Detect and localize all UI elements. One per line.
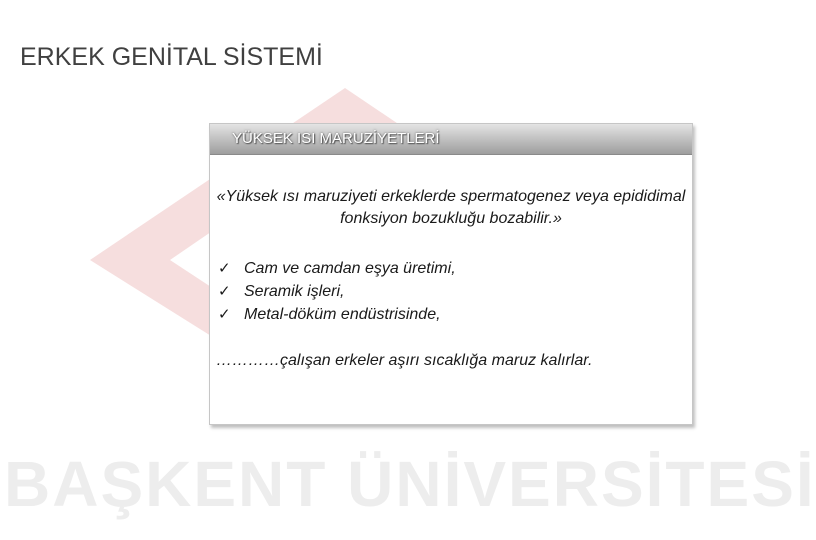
bullet-item [218, 280, 456, 303]
bullet-item [218, 257, 456, 280]
check-icon: ✓ [218, 283, 231, 300]
card-header-title: YÜKSEK ISI MARUZİYETLERİ [232, 130, 440, 147]
footer-text: …………çalışan erkeler aşırı sıcaklığa maruz kalırlar. [216, 352, 593, 369]
bullet-text: Seramik işleri, [244, 283, 345, 300]
check-icon: ✓ [218, 306, 231, 323]
content-card [209, 123, 693, 425]
watermark-text: BAŞKENT ÜNİVERSİTESİ [4, 448, 816, 520]
bullet-list [218, 257, 456, 326]
slide-title: ERKEK GENİTAL SİSTEMİ [20, 43, 323, 71]
bullet-item [218, 303, 456, 326]
bullet-text: Metal-döküm endüstrisinde, [244, 306, 441, 323]
card-header [210, 124, 692, 155]
bullet-text: Cam ve camdan eşya üretimi, [244, 260, 456, 277]
check-icon: ✓ [218, 260, 231, 277]
quote-text: «Yüksek ısı maruziyeti erkeklerde spermatogenez veya epididimal fonksiyon bozukluğu bozabilir.» [216, 188, 686, 227]
